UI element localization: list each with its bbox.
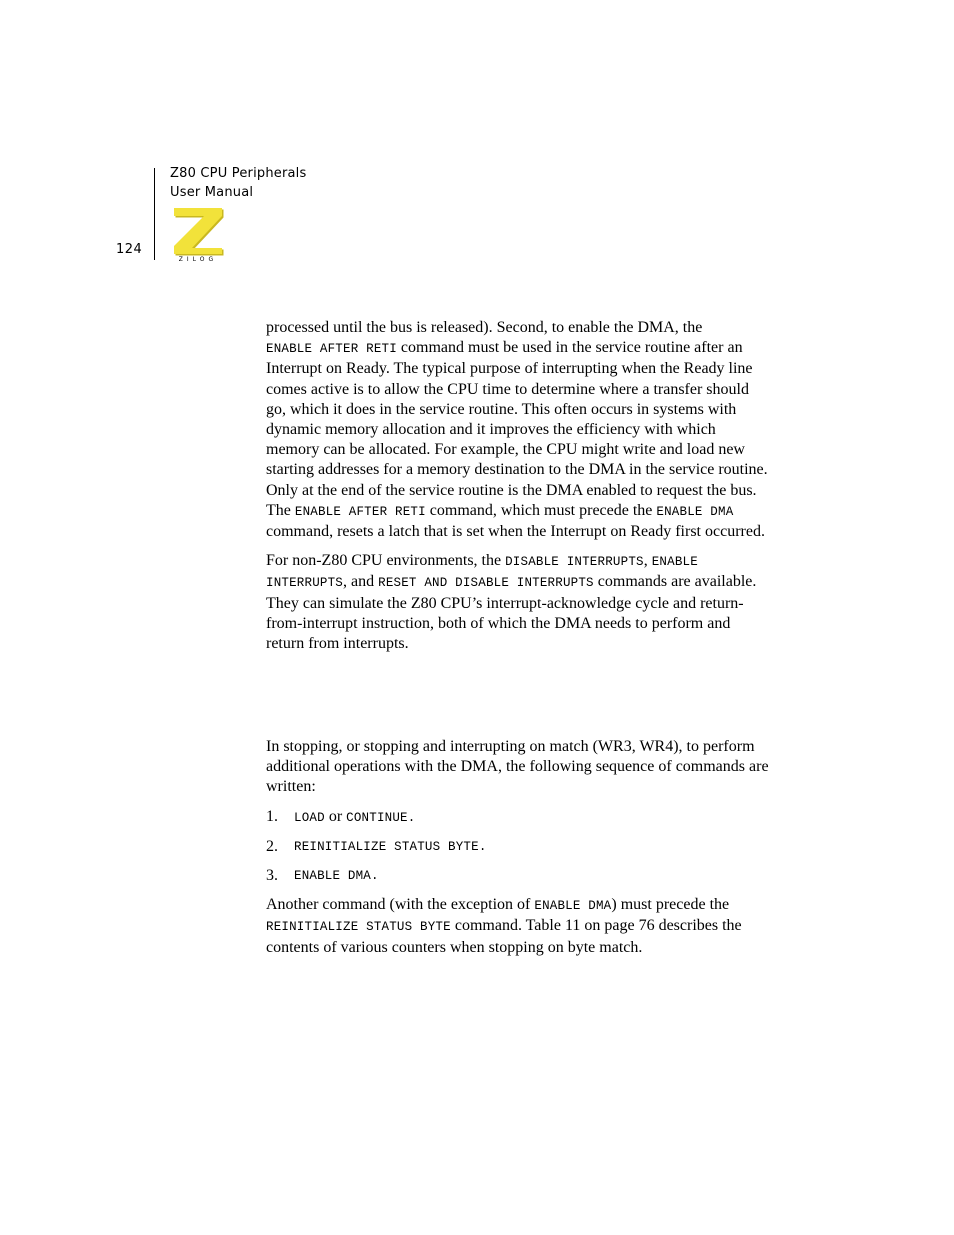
command-name: LOAD: [294, 810, 325, 825]
logo-wordmark: ZILOG: [178, 256, 218, 262]
command-name: CONTINUE.: [346, 810, 416, 825]
section-stopping-on-match: [266, 737, 772, 967]
command-name: ENABLE AFTER RETI: [294, 504, 426, 519]
header-vertical-rule: [154, 168, 155, 260]
section-interrupt-on-ready: [266, 318, 772, 663]
command-name: RESET AND DISABLE INTERRUPTS: [378, 576, 594, 591]
list-item: [266, 837, 772, 857]
list-number: 1.: [266, 807, 278, 825]
command-name: REINITIALIZE STATUS BYTE: [266, 920, 451, 935]
header-title-line2: User Manual: [170, 185, 254, 200]
list-number: 3.: [266, 867, 278, 885]
command-name: ENABLE DMA: [656, 504, 734, 519]
paragraph: Another command (with the exception of ENABLE DMA) must precede the REINITIALIZE STATUS BYTE command. Table 11 on page 76 describes the contents of various counters when stopping on byte match.: [266, 896, 742, 956]
paragraph: For non-Z80 CPU environments, the DISABLE INTERRUPTS, ENABLE INTERRUPTS, and RESET AND DISABLE INTERRUPTS commands are available. They can simulate the Z80 CPU’s interrupt-acknowledge cycle and return-from-interrupt instruction, both of which the DMA needs to perform and return from interrupts.: [266, 552, 757, 653]
list-number: 2.: [266, 837, 278, 855]
command-name: ENABLE INTERRUPTS: [266, 555, 698, 591]
command-name: ENABLE DMA: [534, 899, 612, 914]
page-number: 124: [116, 242, 143, 257]
list-item: 1. LOAD or CONTINUE.: [266, 807, 772, 828]
header-title-line1: Z80 CPU Peripherals: [170, 166, 307, 181]
command-name: REINITIALIZE STATUS BYTE.: [294, 839, 487, 854]
paragraph: In stopping, or stopping and interrupting on match (WR3, WR4), to perform additional operations with the DMA, the following sequence of commands are written:: [266, 738, 769, 796]
running-header: [170, 164, 306, 202]
list-item: [266, 866, 772, 886]
paragraph: processed until the bus is released). Second, to enable the DMA, the ENABLE AFTER RETI command must be used in the service routine after an Interrupt on Ready. The typical purpose of interrupting when the Ready line comes active is to allow the CPU time to determine where a transfer should go, which it does in the service routine. This often occurs in systems with dynamic memory allocation and it improves the efficiency with which memory can be allocated. For example, the CPU might write and load new starting addresses for a memory destination to the DMA in the service routine. Only at the end of the service routine is the DMA enabled to request the bus. The ENABLE AFTER RETI command, which must precede the ENABLE DMA command, resets a latch that is set when the Interrupt on Ready first occurred.: [266, 319, 768, 541]
command-name: DISABLE INTERRUPTS: [505, 555, 644, 570]
command-name: ENABLE DMA.: [294, 869, 379, 884]
command-name: ENABLE AFTER RETI: [266, 342, 397, 357]
zilog-logo-icon: [170, 204, 226, 262]
